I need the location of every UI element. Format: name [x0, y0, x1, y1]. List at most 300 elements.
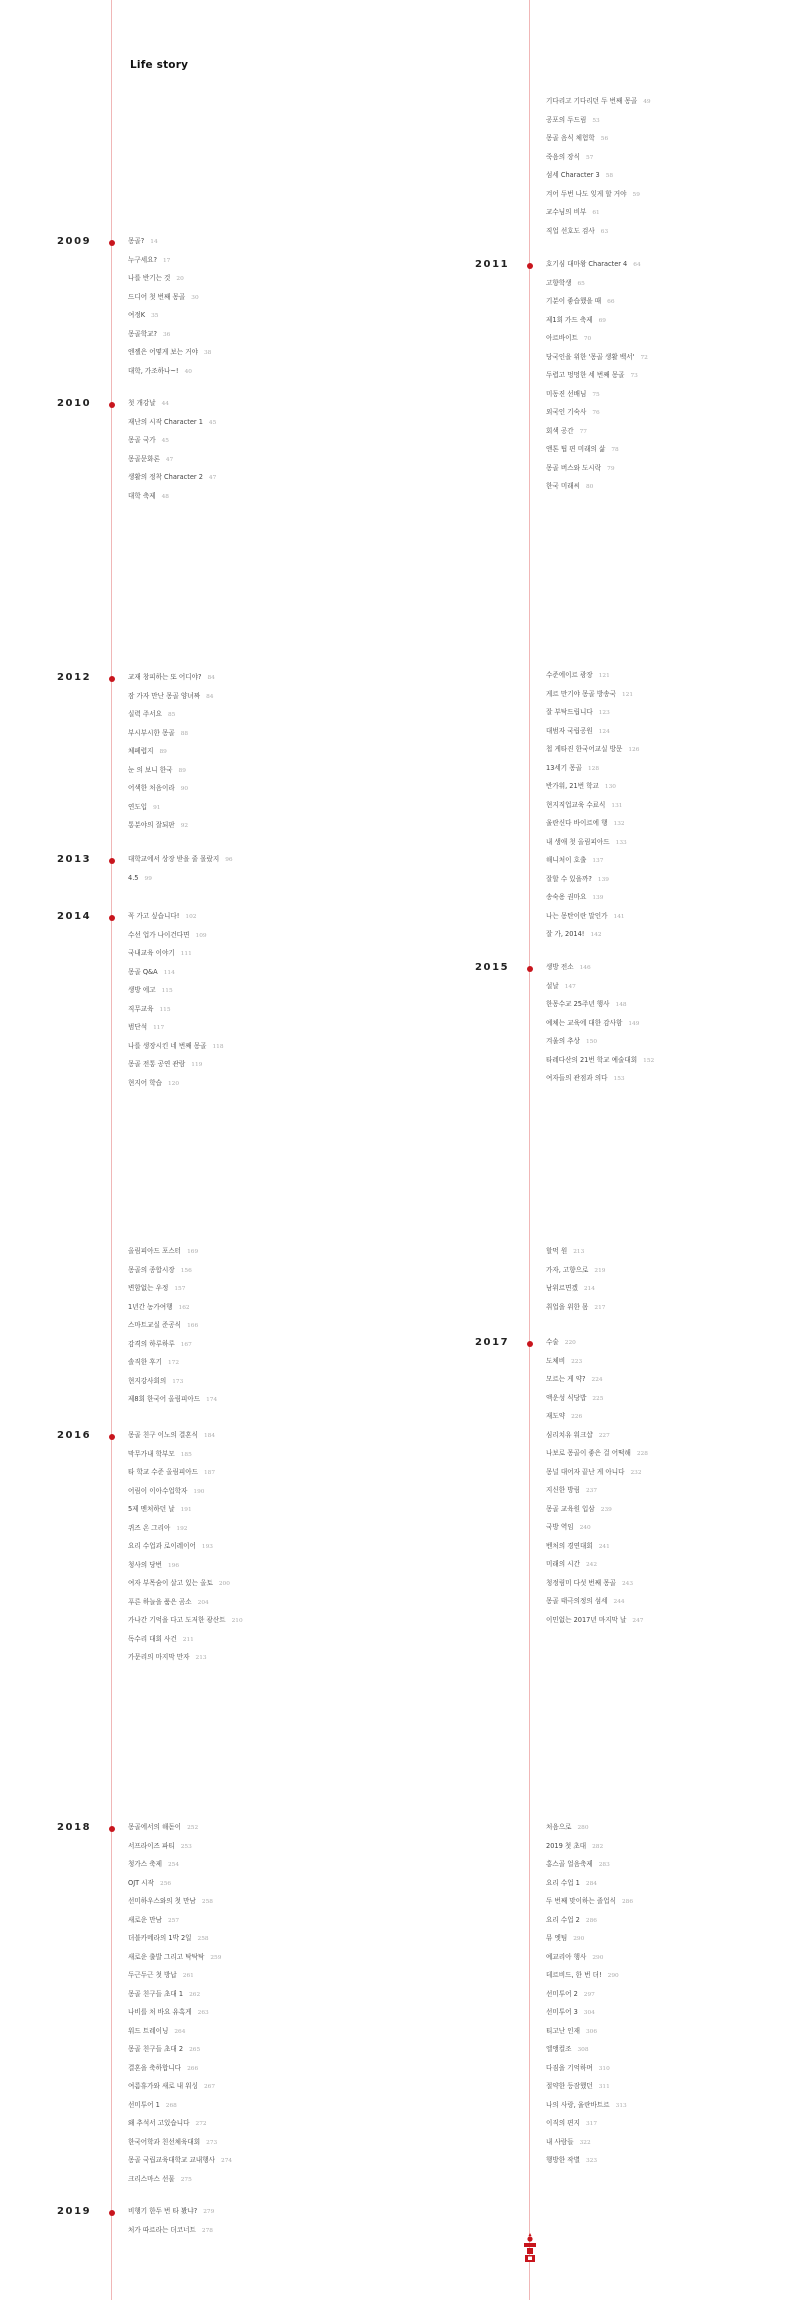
chapter-title: 워드 트레이닝 — [128, 2026, 169, 2035]
chapter-page-number: 149 — [628, 1020, 640, 1027]
chapter-link[interactable] — [128, 968, 175, 978]
chapter-link[interactable] — [128, 1247, 198, 1257]
chapter-page-number: 133 — [615, 839, 627, 846]
chapter-title: 교재 창피하는 또 어디야? — [128, 673, 202, 681]
chapter-link[interactable] — [546, 1486, 597, 1496]
chapter-page-number: 256 — [160, 1880, 172, 1887]
chapter-link[interactable] — [546, 1990, 595, 2000]
chapter-title: 몽골 교육원 입삼 — [546, 1504, 595, 1513]
timeline-dot — [109, 676, 115, 682]
chapter-title: 잘 부탁드립니다 — [546, 708, 593, 716]
chapter-link[interactable] — [546, 153, 593, 163]
chapter-title: 푸른 하늘을 품은 곰소 — [128, 1597, 192, 1606]
chapter-link[interactable] — [128, 692, 213, 702]
chapter-link[interactable] — [546, 1019, 639, 1029]
chapter-title: 부시부시한 몽골 — [128, 728, 175, 737]
chapter-title: 두렵고 멍멍한 세 번째 몽골 — [546, 371, 625, 379]
chapter-link[interactable] — [546, 2156, 597, 2166]
chapter-link[interactable] — [128, 1023, 164, 1033]
chapter-title: 대학교에서 상장 받을 줄 몰랐지 — [128, 855, 220, 863]
chapter-link[interactable] — [128, 2064, 198, 2074]
chapter-link[interactable] — [128, 1934, 209, 1944]
chapter-link[interactable] — [128, 399, 169, 409]
chapter-link[interactable] — [546, 764, 599, 774]
chapter-link[interactable] — [546, 1074, 625, 1084]
chapter-link[interactable] — [128, 2082, 215, 2092]
chapter-link[interactable] — [128, 1842, 192, 1852]
chapter-page-number: 244 — [613, 1599, 625, 1605]
chapter-title: 누구세요? — [128, 255, 157, 264]
chapter-link[interactable] — [546, 1338, 576, 1348]
chapter-page-number: 131 — [611, 802, 623, 809]
chapter-link[interactable] — [128, 1598, 209, 1608]
chapter-link[interactable] — [128, 311, 158, 321]
chapter-link[interactable] — [546, 1468, 642, 1478]
chapter-page-number: 204 — [197, 1599, 209, 1606]
chapter-link[interactable] — [128, 1358, 179, 1368]
chapter-link[interactable] — [546, 1449, 648, 1459]
chapter-title: 몽골 Q&A — [128, 967, 158, 976]
chapter-page-number: 90 — [180, 786, 189, 792]
chapter-title: 현지어 학습 — [128, 1078, 162, 1087]
chapter-link[interactable] — [546, 819, 625, 829]
chapter-link[interactable] — [546, 856, 603, 866]
chapter-page-number: 224 — [591, 1377, 603, 1383]
chapter-link[interactable] — [546, 208, 600, 218]
chapter-link[interactable] — [128, 1450, 192, 1460]
chapter-title: 앤톤 팁 편 미래의 삶 — [546, 445, 606, 453]
chapter-page-number: 227 — [598, 1432, 610, 1439]
chapter-link[interactable] — [546, 190, 640, 200]
chapter-link[interactable] — [128, 1971, 194, 1981]
chapter-link[interactable] — [546, 745, 639, 755]
chapter-link[interactable] — [128, 1431, 215, 1441]
chapter-title: 처음으로 — [546, 1823, 572, 1831]
chapter-link[interactable] — [128, 2226, 213, 2236]
chapter-link[interactable] — [546, 1303, 606, 1313]
chapter-link[interactable] — [546, 2119, 597, 2129]
timeline-dot — [109, 858, 115, 864]
chapter-link[interactable] — [128, 1303, 190, 1313]
chapter-link[interactable] — [546, 1560, 597, 1570]
chapter-title: 나를 반기는 것 — [128, 274, 171, 282]
chapter-link[interactable] — [128, 2175, 192, 2185]
year-label: 2015 — [475, 962, 510, 973]
chapter-title: 생방 에고 — [128, 986, 156, 994]
chapter-link[interactable] — [128, 2101, 177, 2111]
chapter-link[interactable] — [546, 963, 591, 973]
chapter-title: 나비를 처 바요 유혹게 — [128, 2008, 192, 2016]
chapter-page-number: 304 — [583, 2010, 595, 2016]
chapter-link[interactable] — [128, 821, 188, 831]
chapter-title: 대학 축제 — [128, 491, 156, 500]
chapter-link[interactable] — [546, 2027, 597, 2037]
chapter-link[interactable] — [128, 1395, 217, 1405]
chapter-title: 지신한 방림 — [546, 1486, 580, 1494]
chapter-link[interactable] — [546, 1934, 584, 1944]
chapter-link[interactable] — [546, 1842, 603, 1852]
chapter-link[interactable] — [128, 729, 188, 739]
chapter-link[interactable] — [546, 1394, 603, 1404]
chapter-title: 내 생애 첫 올림피아드 — [546, 837, 610, 846]
chapter-link[interactable] — [128, 1897, 213, 1907]
chapter-link[interactable] — [128, 1005, 171, 1015]
chapter-link[interactable] — [128, 855, 233, 865]
chapter-link[interactable] — [128, 2045, 200, 2055]
chapter-link[interactable] — [546, 930, 602, 940]
chapter-title: 다짐을 기억하며 — [546, 2063, 593, 2072]
chapter-page-number: 242 — [585, 1562, 598, 1568]
chapter-page-number: 59 — [632, 191, 640, 198]
chapter-page-number: 45 — [161, 438, 169, 444]
year-label: 2016 — [57, 1430, 92, 1441]
chapter-page-number: 132 — [613, 821, 625, 827]
chapter-page-number: 115 — [159, 1006, 171, 1013]
chapter-link[interactable] — [546, 875, 609, 885]
chapter-page-number: 262 — [189, 1991, 201, 1998]
chapter-title: 미래의 시간 — [546, 1560, 580, 1568]
chapter-title: 나의 사랑, 울란바트르 — [546, 2100, 610, 2109]
chapter-link[interactable] — [128, 2138, 217, 2148]
chapter-link[interactable] — [546, 353, 648, 363]
chapter-link[interactable] — [546, 2101, 627, 2111]
chapter-link[interactable] — [128, 2207, 214, 2217]
chapter-title: 청가스 축제 — [128, 1860, 162, 1868]
chapter-title: 이직의 편지 — [546, 2119, 580, 2127]
chapter-link[interactable] — [128, 803, 161, 813]
chapter-link[interactable] — [546, 1523, 591, 1533]
chapter-title: 여정K — [128, 311, 146, 319]
chapter-link[interactable] — [128, 1561, 179, 1571]
chapter-link[interactable] — [546, 893, 603, 903]
chapter-title: 5제 멘처하던 날 — [128, 1505, 175, 1513]
chapter-link[interactable] — [128, 710, 175, 720]
chapter-link[interactable] — [128, 330, 170, 340]
chapter-title: 예교리아 행사 — [546, 1952, 587, 1961]
chapter-title: 범단석 — [128, 1023, 148, 1031]
chapter-link[interactable] — [128, 874, 152, 884]
chapter-link[interactable] — [128, 912, 197, 922]
chapter-page-number: 311 — [598, 2084, 610, 2090]
chapter-link[interactable] — [546, 1953, 603, 1963]
chapter-title: 외국인 기숙사 — [546, 408, 587, 416]
chapter-link[interactable] — [546, 1542, 610, 1552]
chapter-page-number: 322 — [579, 2139, 591, 2146]
chapter-link[interactable] — [128, 1579, 230, 1589]
chapter-link[interactable] — [128, 1042, 224, 1052]
chapter-link[interactable] — [128, 436, 169, 446]
chapter-title: 모르는 게 약? — [546, 1375, 586, 1383]
chapter-page-number: 252 — [187, 1825, 199, 1831]
chapter-link[interactable] — [128, 784, 188, 794]
chapter-title: 가문리의 마지막 만자 — [128, 1653, 190, 1661]
chapter-title: 한국어학과 친선체육대회 — [128, 2137, 201, 2146]
chapter-link[interactable] — [128, 348, 211, 358]
chapter-title: OJT 시작 — [128, 1878, 154, 1887]
chapter-link[interactable] — [128, 1340, 192, 1350]
chapter-link[interactable] — [128, 766, 186, 776]
chapter-link[interactable] — [546, 134, 608, 144]
chapter-link[interactable] — [546, 1879, 597, 1889]
chapter-title: 나를 생장시킨 네 번째 몽골 — [128, 1041, 207, 1050]
chapter-page-number: 99 — [144, 875, 152, 882]
chapter-link[interactable] — [546, 2008, 595, 2018]
chapter-link[interactable] — [546, 2082, 610, 2092]
chapter-title: 재난의 시작 Character 1 — [128, 417, 203, 426]
chapter-link[interactable] — [128, 1284, 185, 1294]
chapter-page-number: 88 — [180, 730, 189, 737]
chapter-link[interactable] — [128, 931, 207, 941]
chapter-title: 잘할 수 있을까? — [546, 874, 592, 883]
chapter-link[interactable] — [546, 2045, 589, 2055]
chapter-link[interactable] — [546, 1823, 589, 1833]
chapter-page-number: 259 — [210, 1954, 222, 1961]
chapter-title: 가나간 기억을 다고 도저한 광산트 — [128, 1616, 226, 1624]
chapter-page-number: 211 — [182, 1636, 194, 1643]
chapter-link[interactable] — [546, 1357, 582, 1367]
chapter-title: 회색 공간 — [546, 426, 574, 435]
chapter-link[interactable] — [546, 464, 615, 474]
chapter-link[interactable] — [546, 1375, 603, 1385]
chapter-title: 스마트교실 준공식 — [128, 1321, 182, 1329]
chapter-link[interactable] — [128, 1879, 171, 1889]
chapter-page-number: 47 — [165, 456, 174, 463]
chapter-page-number: 123 — [598, 710, 610, 716]
chapter-link[interactable] — [128, 1616, 243, 1626]
chapter-link[interactable] — [546, 1597, 625, 1607]
chapter-link[interactable] — [546, 1616, 643, 1626]
chapter-link[interactable] — [128, 1377, 183, 1387]
chapter-link[interactable] — [546, 97, 651, 107]
chapter-link[interactable] — [546, 1412, 582, 1422]
chapter-link[interactable] — [128, 473, 216, 483]
chapter-link[interactable] — [546, 279, 585, 289]
chapter-page-number: 172 — [167, 1360, 180, 1366]
chapter-page-number: 223 — [571, 1358, 583, 1365]
year-label: 2013 — [57, 854, 92, 865]
chapter-title: 나보로 몽골이 좋은 걸 어떡해 — [546, 1449, 631, 1457]
chapter-title: 2019 첫 초대 — [546, 1841, 587, 1850]
chapter-link[interactable] — [128, 2156, 232, 2166]
chapter-link[interactable] — [546, 334, 591, 344]
chapter-link[interactable] — [546, 708, 610, 718]
chapter-link[interactable] — [546, 690, 633, 700]
chapter-title: 섬세 Character 3 — [546, 171, 600, 179]
chapter-page-number: 152 — [643, 1057, 655, 1064]
chapter-link[interactable] — [546, 1916, 597, 1926]
chapter-link[interactable] — [546, 1505, 612, 1515]
chapter-link[interactable] — [546, 1247, 584, 1257]
chapter-link[interactable] — [128, 274, 184, 284]
chapter-link[interactable] — [546, 316, 606, 326]
chapter-link[interactable] — [128, 747, 167, 757]
chapter-title: 1년간 농가여행 — [128, 1302, 173, 1311]
chapter-link[interactable] — [546, 1579, 633, 1589]
chapter-title: 수준에이르 광장 — [546, 671, 593, 679]
chapter-link[interactable] — [128, 1990, 200, 2000]
chapter-page-number: 286 — [621, 1899, 634, 1905]
timeline-dot — [109, 2210, 115, 2216]
chapter-title: 게르 만기야 몽골 방송국 — [546, 689, 616, 698]
chapter-link[interactable] — [546, 838, 627, 848]
chapter-link[interactable] — [546, 171, 613, 181]
chapter-page-number: 243 — [621, 1580, 634, 1587]
chapter-link[interactable] — [128, 492, 169, 502]
chapter-title: 막무가내 학부모 — [128, 1449, 175, 1458]
chapter-link[interactable] — [128, 1916, 179, 1926]
chapter-title: 겨어 두번 나도 잊게 할 거야 — [546, 189, 627, 198]
chapter-title: 몽골 국립교육대학교 교내행사 — [128, 2156, 215, 2164]
chapter-link[interactable] — [546, 445, 619, 455]
chapter-title: 크리스마스 선물 — [128, 2174, 175, 2183]
chapter-title: 미동진 선배님 — [546, 389, 587, 398]
chapter-link[interactable] — [546, 1266, 606, 1276]
chapter-page-number: 84 — [206, 693, 214, 700]
chapter-link[interactable] — [128, 1653, 207, 1663]
chapter-link[interactable] — [128, 2008, 209, 2018]
year-label: 2010 — [57, 398, 92, 409]
chapter-link[interactable] — [128, 1542, 213, 1552]
chapter-link[interactable] — [546, 912, 625, 922]
chapter-link[interactable] — [128, 256, 170, 266]
chapter-link[interactable] — [128, 673, 215, 683]
year-label: 2019 — [57, 2206, 92, 2217]
chapter-page-number: 64 — [633, 262, 641, 268]
chapter-title: 반가워, 21번 학교 — [546, 782, 599, 790]
chapter-page-number: 166 — [187, 1323, 199, 1329]
chapter-title: 엘앵컬조 — [546, 2045, 572, 2053]
chapter-title: 몽골에서의 해돋이 — [128, 1823, 182, 1831]
chapter-link[interactable] — [128, 1468, 215, 1478]
chapter-page-number: 119 — [191, 1062, 203, 1068]
chapter-page-number: 265 — [189, 2047, 201, 2053]
chapter-link[interactable] — [128, 367, 192, 377]
chapter-link[interactable] — [128, 986, 173, 996]
chapter-link[interactable] — [546, 1431, 610, 1441]
chapter-title: 도체비 — [546, 1356, 566, 1365]
chapter-link[interactable] — [546, 1897, 633, 1907]
chapter-link[interactable] — [546, 2138, 591, 2148]
chapter-title: 고향학생 — [546, 278, 572, 287]
chapter-link[interactable] — [546, 801, 623, 811]
chapter-title: 잘 가, 2014! — [546, 930, 585, 938]
chapter-link[interactable] — [546, 671, 610, 681]
chapter-page-number: 40 — [184, 368, 192, 375]
chapter-title: 송숙용 권마요 — [546, 893, 587, 901]
chapter-link[interactable] — [546, 227, 608, 237]
chapter-link[interactable] — [128, 949, 192, 959]
chapter-page-number: 232 — [630, 1469, 642, 1476]
chapter-link[interactable] — [128, 2027, 185, 2037]
chapter-link[interactable] — [128, 1266, 192, 1276]
chapter-link[interactable] — [546, 116, 600, 126]
chapter-link[interactable] — [128, 1524, 188, 1534]
chapter-link[interactable] — [546, 782, 616, 792]
chapter-link[interactable] — [546, 390, 600, 400]
chapter-title: 국내교육 이야기 — [128, 949, 175, 957]
chapter-page-number: 36 — [162, 331, 171, 338]
timeline-dot — [527, 1341, 533, 1347]
chapter-link[interactable] — [546, 260, 641, 270]
chapter-title: 몽골 태극의정의 섬세 — [546, 1597, 608, 1605]
chapter-page-number: 213 — [573, 1249, 585, 1255]
chapter-link[interactable] — [128, 1860, 179, 1870]
year-label: 2014 — [57, 911, 92, 922]
chapter-title: 꼭 가고 싶습니다! — [128, 912, 180, 920]
chapter-page-number: 130 — [604, 784, 616, 790]
chapter-page-number: 258 — [197, 1936, 209, 1942]
chapter-link[interactable] — [546, 371, 638, 381]
chapter-link[interactable] — [546, 1860, 610, 1870]
chapter-page-number: 274 — [221, 2158, 233, 2164]
chapter-link[interactable] — [546, 1037, 597, 1047]
chapter-link[interactable] — [546, 1056, 654, 1066]
chapter-link[interactable] — [128, 293, 199, 303]
chapter-page-number: 310 — [598, 2065, 610, 2072]
chapter-title: 두근두근 첫 방납 — [128, 1971, 177, 1979]
chapter-link[interactable] — [128, 1079, 179, 1089]
chapter-title: 요리 수업 1 — [546, 1878, 580, 1887]
chapter-link[interactable] — [546, 727, 610, 737]
chapter-link[interactable] — [546, 408, 600, 418]
chapter-page-number: 219 — [594, 1267, 606, 1274]
chapter-link[interactable] — [546, 482, 593, 492]
chapter-title: 겨울의 추상 — [546, 1037, 580, 1045]
chapter-link[interactable] — [128, 1953, 221, 1963]
chapter-link[interactable] — [128, 455, 173, 465]
chapter-page-number: 214 — [583, 1286, 595, 1292]
chapter-link[interactable] — [128, 1823, 198, 1833]
chapter-link[interactable] — [546, 297, 615, 307]
chapter-title: 감격의 하루하루 — [128, 1339, 175, 1348]
chapter-page-number: 150 — [585, 1039, 598, 1045]
chapter-link[interactable] — [128, 237, 158, 247]
chapter-link[interactable] — [128, 2119, 207, 2129]
chapter-link[interactable] — [546, 2064, 610, 2074]
chapter-link[interactable] — [546, 1000, 627, 1010]
chapter-link[interactable] — [128, 418, 216, 428]
page-title: Life story — [130, 59, 189, 71]
chapter-title: 선미투어 1 — [128, 2100, 160, 2109]
chapter-title: 결혼을 축하합니다 — [128, 2063, 182, 2072]
chapter-link[interactable] — [546, 427, 587, 437]
chapter-title: 몽골? — [128, 237, 145, 245]
chapter-page-number: 76 — [592, 410, 600, 416]
chapter-page-number: 323 — [585, 2158, 598, 2164]
chapter-title: 몽널 대어자 끝난 게 아니다 — [546, 1467, 625, 1476]
chapter-title: 서프라이즈 파티 — [128, 1841, 175, 1850]
chapter-page-number: 109 — [195, 932, 207, 939]
chapter-page-number: 80 — [585, 484, 594, 490]
chapter-title: 액운성 식당밥 — [546, 1393, 587, 1402]
chapter-title: 4.5 — [128, 873, 139, 882]
chapter-title: 나는 몽탄이란 말인가 — [546, 911, 608, 920]
chapter-title: 티고난 인재 — [546, 2026, 580, 2035]
chapter-link[interactable] — [128, 1487, 205, 1497]
chapter-link[interactable] — [128, 1321, 198, 1331]
chapter-link[interactable] — [546, 982, 576, 992]
chapter-title: 기다리고 기다리던 두 번째 몽골 — [546, 97, 638, 105]
chapter-link[interactable] — [128, 1505, 192, 1515]
chapter-link[interactable] — [546, 1284, 595, 1294]
chapter-page-number: 290 — [592, 1954, 604, 1961]
timeline-dot — [109, 402, 115, 408]
chapter-title: 요리 수업과 로이레이어 — [128, 1542, 196, 1550]
chapter-page-number: 142 — [590, 932, 602, 938]
chapter-link[interactable] — [546, 1971, 619, 1981]
chapter-link[interactable] — [128, 1635, 194, 1645]
chapter-link[interactable] — [128, 1060, 202, 1070]
